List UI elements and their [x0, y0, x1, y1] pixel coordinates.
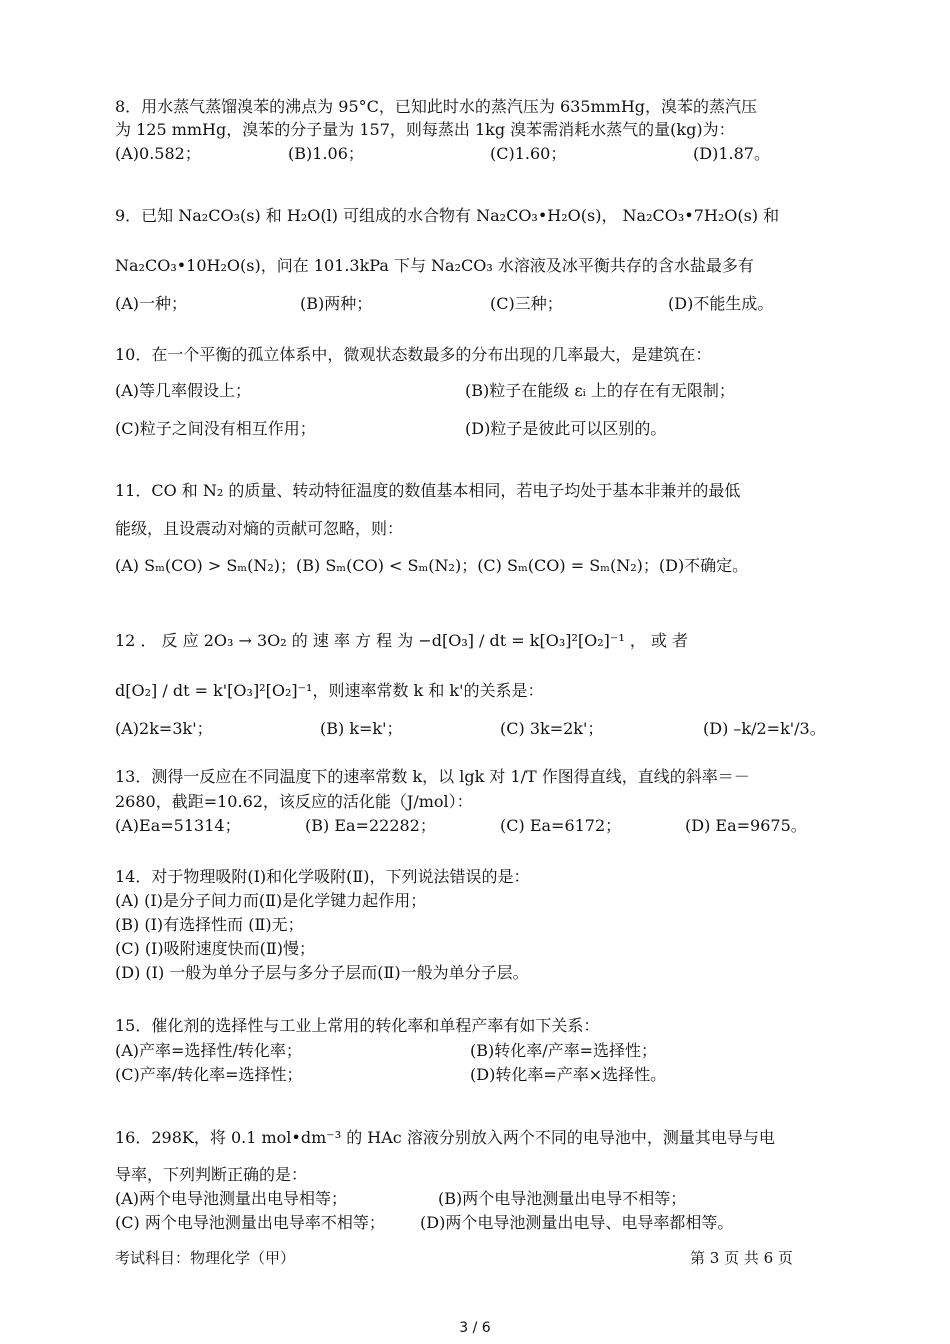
q16-option-b: (B)两个电导池测量出电导不相等； — [438, 1189, 687, 1208]
q14-line-1: 14．对于物理吸附(Ⅰ)和化学吸附(Ⅱ)，下列说法错误的是： — [115, 867, 530, 886]
q8-line-1: 8．用水蒸气蒸馏溴苯的沸点为 95°C，已知此时水的蒸汽压为 635mmHg，溴苯的蒸汽压 — [115, 97, 758, 116]
q16-line-1: 16．298K，将 0.1 mol•dm⁻³ 的 HAc 溶液分别放入两个不同的电导池中，测量其电导与电 — [115, 1128, 775, 1147]
q9-line-2: Na₂CO₃•10H₂O(s)，问在 101.3kPa 下与 Na₂CO₃ 水溶液及冰平衡共存的含水盐最多有 — [115, 256, 754, 275]
q15-option-d: (D)转化率=产率×选择性。 — [470, 1065, 667, 1084]
q9-line-1: 9．已知 Na₂CO₃(s) 和 H₂O(l) 可组成的水合物有 Na₂CO₃•H₂O(s)， Na₂CO₃•7H₂O(s) 和 — [115, 206, 780, 225]
q11-options: (A) Sₘ(CO) > Sₘ(N₂)；(B) Sₘ(CO) < Sₘ(N₂)；(C) Sₘ(CO) = Sₘ(N₂)；(D)不确定。 — [115, 556, 749, 575]
q9-option-a: (A)一种； — [115, 294, 188, 313]
q12-option-a: (A)2k=3k'； — [115, 719, 213, 738]
q8-line-2: 为 125 mmHg，溴苯的分子量为 157，则每蒸出 1kg 溴苯需消耗水蒸气的量(kg)为： — [115, 120, 735, 139]
footer-subject: 考试科目：物理化学（甲） — [115, 1249, 296, 1267]
q15-option-b: (B)转化率/产率=选择性； — [470, 1041, 658, 1060]
q15-option-c: (C)产率/转化率=选择性； — [115, 1065, 303, 1084]
q12-option-c: (C) 3k=2k'； — [500, 719, 604, 738]
q14-option-b: (B) (Ⅰ)有选择性而 (Ⅱ)无； — [115, 915, 304, 934]
q16-option-a: (A)两个电导池测量出电导相等； — [115, 1189, 348, 1208]
page-indicator: 3 / 6 — [459, 1320, 491, 1336]
q8-option-d: (D)1.87。 — [693, 144, 770, 163]
q13-option-d: (D) Ea=9675。 — [685, 816, 807, 835]
q13-option-c: (C) Ea=6172； — [500, 816, 622, 835]
q8-option-a: (A)0.582； — [115, 144, 201, 163]
q11-line-2: 能级，且设震动对熵的贡献可忽略，则： — [115, 519, 404, 538]
q13-option-a: (A)Ea=51314； — [115, 816, 241, 835]
q16-option-c: (C) 两个电导池测量出电导率不相等； — [115, 1213, 385, 1232]
q12-option-b: (B) k=k'； — [320, 719, 403, 738]
q14-option-a: (A) (Ⅰ)是分子间力而(Ⅱ)是化学键力起作用； — [115, 891, 427, 910]
q11-line-1: 11．CO 和 N₂ 的质量、转动特征温度的数值基本相同，若电子均处于基本非兼并的最低 — [115, 481, 741, 500]
q10-option-b: (B)粒子在能级 εᵢ 上的存在有无限制； — [465, 381, 735, 400]
q10-line-1: 10．在一个平衡的孤立体系中，微观状态数最多的分布出现的几率最大，是建筑在： — [115, 345, 712, 364]
q9-option-d: (D)不能生成。 — [668, 294, 774, 313]
q16-option-d: (D)两个电导池测量出电导、电导率都相等。 — [420, 1213, 734, 1232]
q10-option-a: (A)等几率假设上； — [115, 381, 252, 400]
q15-line-1: 15．催化剂的选择性与工业上常用的转化率和单程产率有如下关系： — [115, 1016, 600, 1035]
q13-option-b: (B) Ea=22282； — [305, 816, 436, 835]
q16-line-2: 导率，下列判断正确的是： — [115, 1165, 308, 1184]
footer-page-count: 第 3 页 共 6 页 — [690, 1249, 793, 1267]
q12-option-d: (D) –k/2=k'/3。 — [703, 719, 826, 738]
q10-option-c: (C)粒子之间没有相互作用； — [115, 419, 316, 438]
q12-line-2: d[O₂] / dt = k'[O₃]²[O₂]⁻¹，则速率常数 k 和 k'的关系是： — [115, 681, 544, 700]
q14-option-c: (C) (Ⅰ)吸附速度快而(Ⅱ)慢； — [115, 939, 315, 958]
q9-option-c: (C)三种； — [490, 294, 563, 313]
q13-line-1: 13．测得一反应在不同温度下的速率常数 k，以 lgk 对 1/T 作图得直线，直线的斜率＝－ — [115, 767, 750, 786]
q15-option-a: (A)产率=选择性/转化率； — [115, 1041, 302, 1060]
q10-option-d: (D)粒子是彼此可以区别的。 — [465, 419, 667, 438]
q12-line-1: 12 ． 反 应 2O₃ → 3O₂ 的 速 率 方 程 为 −d[O₃] / dt = k[O₃]²[O₂]⁻¹ ， 或 者 — [115, 631, 689, 650]
q14-option-d: (D) (Ⅰ) 一般为单分子层与多分子层而(Ⅱ)一般为单分子层。 — [115, 963, 529, 982]
q8-option-c: (C)1.60； — [490, 144, 567, 163]
q13-line-2: 2680，截距=10.62，该反应的活化能（J/mol）： — [115, 792, 473, 811]
q8-option-b: (B)1.06； — [288, 144, 364, 163]
q9-option-b: (B)两种； — [300, 294, 373, 313]
